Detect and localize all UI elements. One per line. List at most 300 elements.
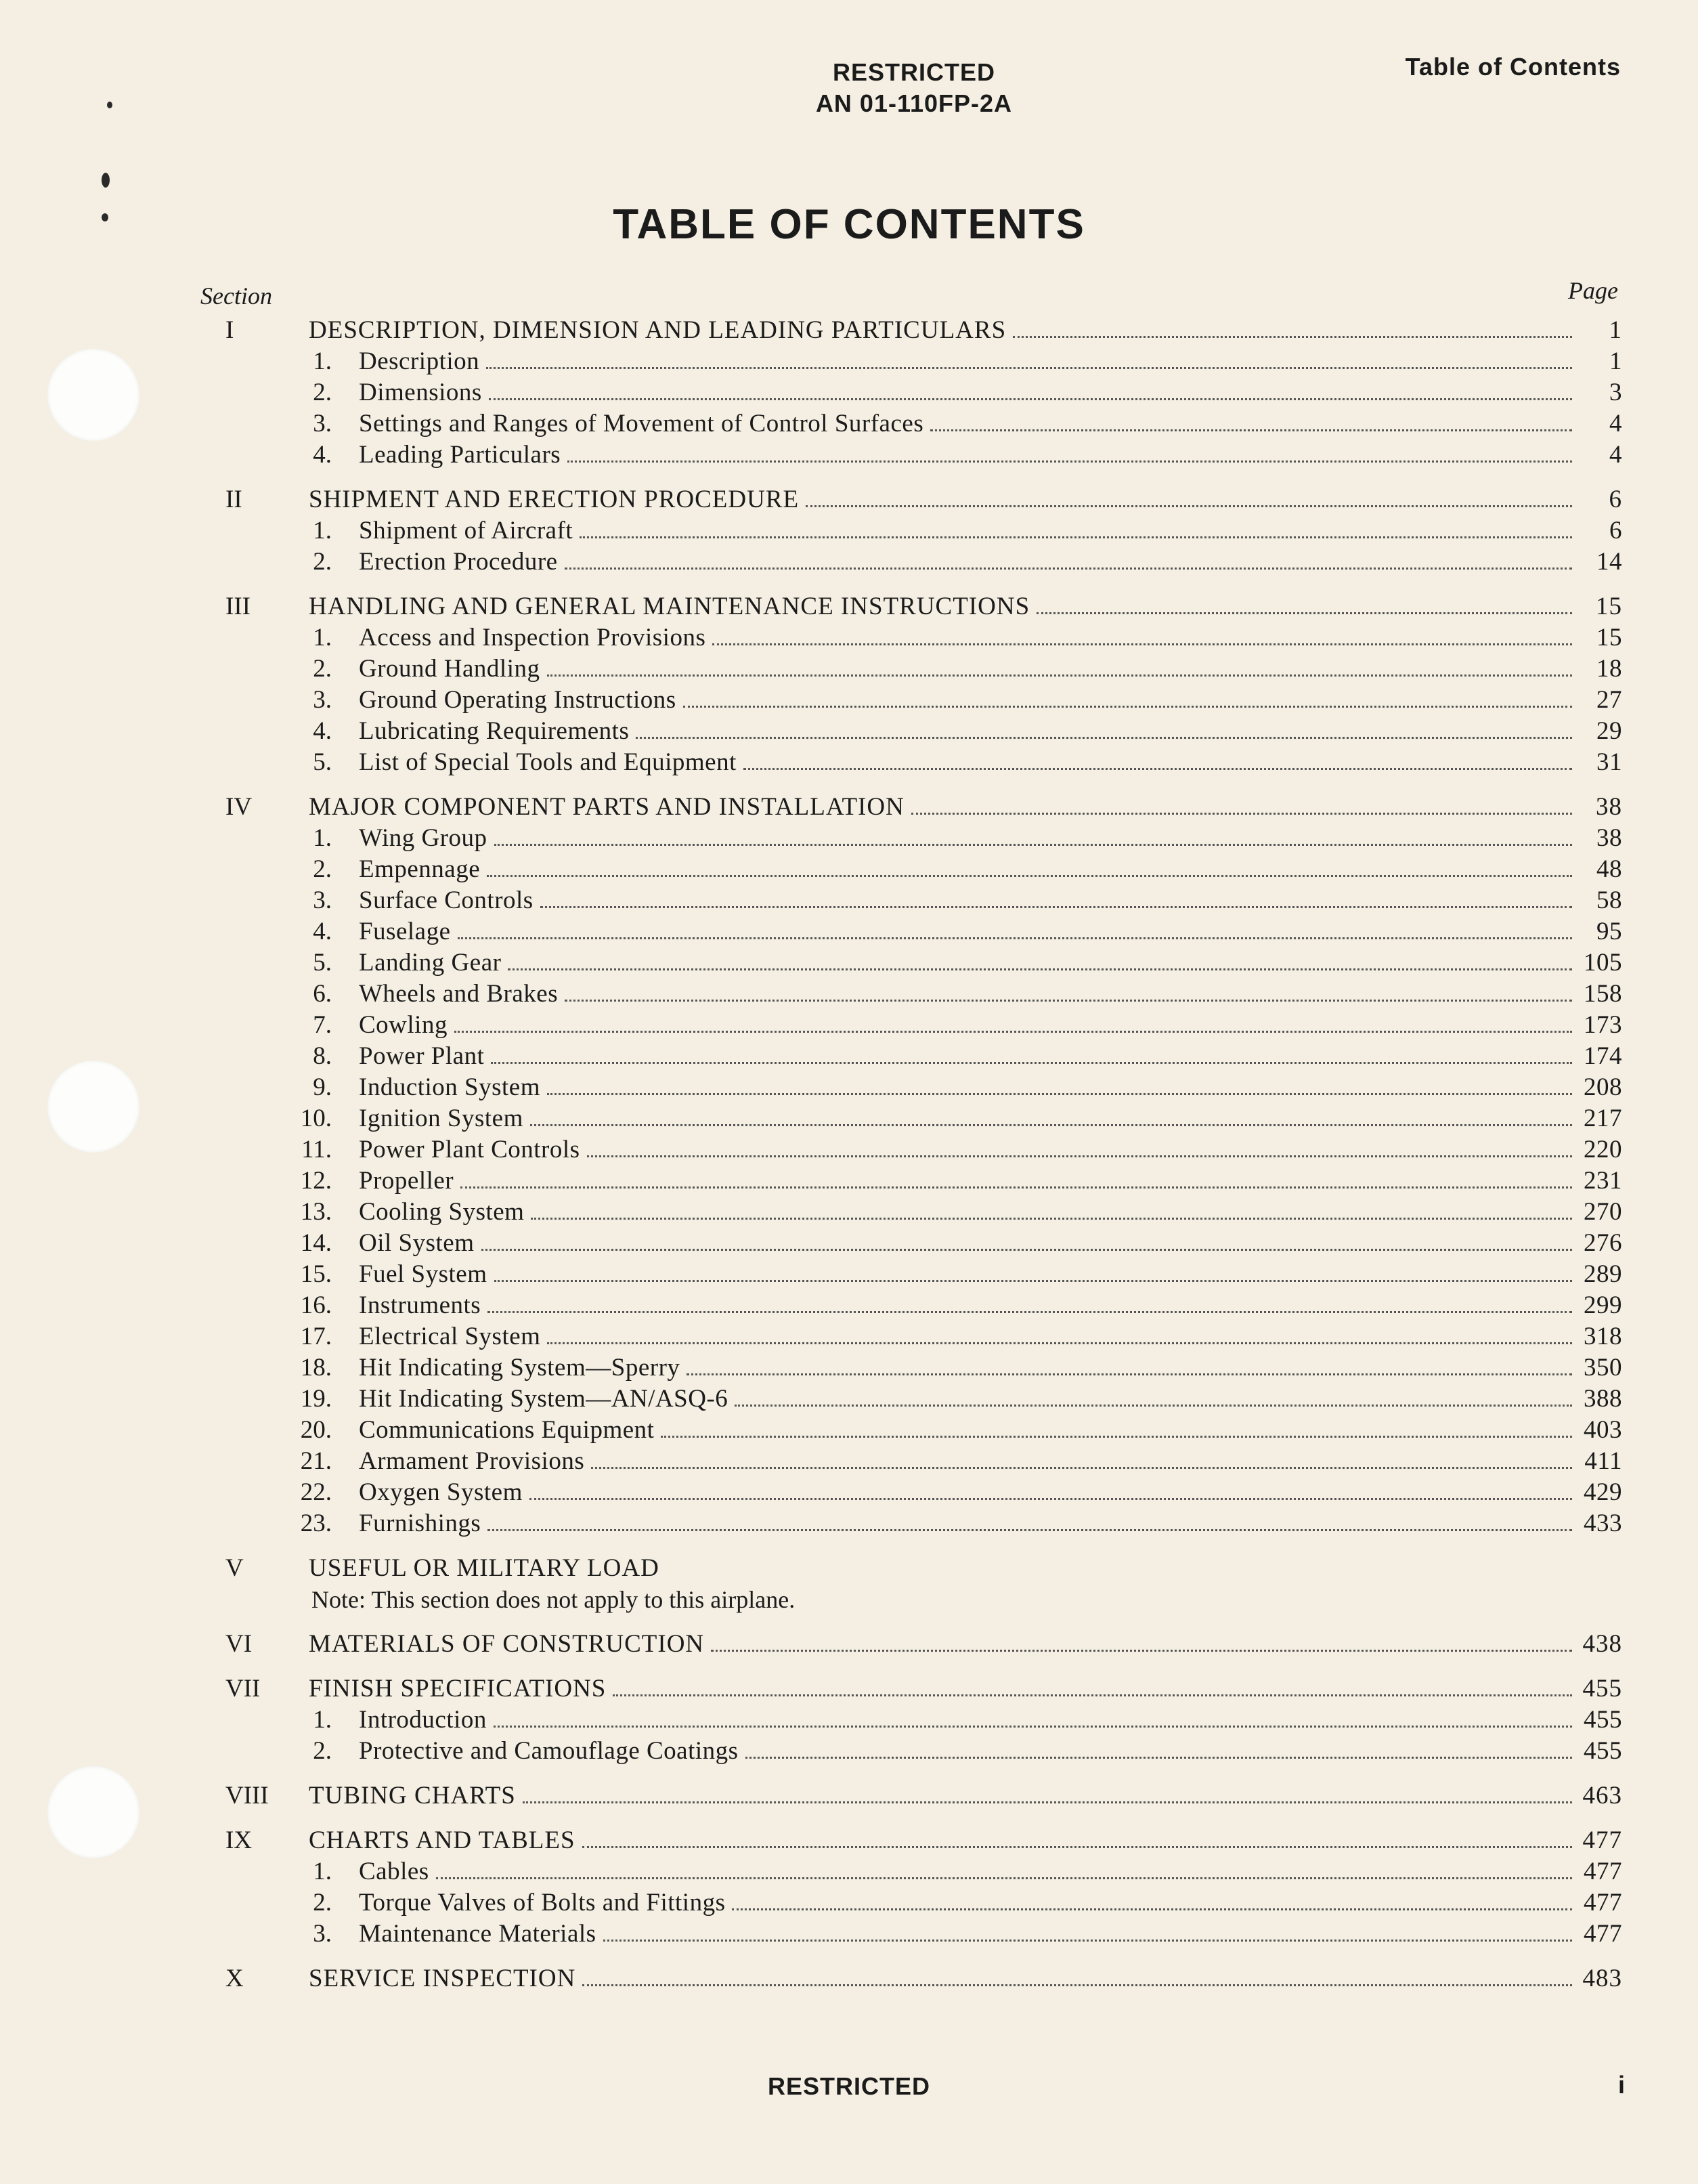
dot-leader: [1037, 612, 1572, 614]
item-page-number: 174: [1584, 1042, 1622, 1070]
toc-entry: [359, 1197, 1622, 1228]
toc-item-row: [0, 1197, 1698, 1228]
item-title: Oil System: [359, 1229, 475, 1257]
section-roman-numeral: VII: [225, 1675, 261, 1703]
toc-entry: [309, 1629, 1622, 1660]
section-roman-numeral: VI: [225, 1630, 253, 1658]
toc-entry: [359, 716, 1622, 747]
section-title: SHIPMENT AND ERECTION PROCEDURE: [309, 486, 800, 513]
toc-section-row: [0, 315, 1698, 346]
section-note: Note: This section does not apply to this airplane.: [311, 1586, 796, 1613]
item-number: 7.: [313, 1011, 332, 1039]
item-number: 2.: [313, 1737, 332, 1765]
ink-speck: [107, 102, 112, 108]
toc-section: [0, 484, 1698, 578]
toc-item-row: [0, 1321, 1698, 1352]
toc-entry: [359, 1477, 1622, 1508]
item-number: 3.: [313, 886, 332, 914]
toc-section: [0, 1553, 1698, 1615]
section-page-number: 38: [1596, 793, 1622, 821]
item-title: Fuel System: [359, 1260, 487, 1288]
item-number: 2.: [313, 548, 332, 576]
toc-item-row: [0, 716, 1698, 747]
item-number: 1.: [313, 624, 332, 651]
toc-entry: [359, 1736, 1622, 1767]
item-page-number: 29: [1596, 717, 1622, 745]
item-title: Cooling System: [359, 1198, 525, 1226]
item-title: Hit Indicating System—Sperry: [359, 1354, 680, 1382]
item-title: Ground Operating Instructions: [359, 686, 676, 714]
section-roman-numeral: II: [225, 486, 242, 513]
toc-entry: [359, 1072, 1622, 1103]
page-column-label: Page: [1568, 277, 1618, 304]
toc-item-row: [0, 1384, 1698, 1415]
item-title: Maintenance Materials: [359, 1920, 596, 1948]
item-number: 9.: [313, 1073, 332, 1101]
toc-section-row: [0, 484, 1698, 515]
item-number: 1.: [313, 347, 332, 375]
item-page-number: 95: [1596, 918, 1622, 945]
dot-leader: [661, 1436, 1572, 1438]
item-page-number: 477: [1584, 1858, 1622, 1885]
toc-item-row: [0, 515, 1698, 547]
item-title: Settings and Ranges of Movement of Control Surfaces: [359, 410, 924, 437]
item-number: 4.: [313, 918, 332, 945]
item-title: Hit Indicating System—AN/ASQ-6: [359, 1385, 728, 1413]
item-number: 1.: [313, 1858, 332, 1885]
toc-entry: [309, 315, 1622, 346]
dot-leader: [494, 844, 1572, 846]
toc-entry: [359, 654, 1622, 685]
item-page-number: 231: [1584, 1167, 1622, 1195]
dot-leader: [806, 505, 1572, 507]
toc-section: [0, 1673, 1698, 1767]
item-title: Description: [359, 347, 480, 375]
toc-section: [0, 315, 1698, 471]
toc-item-row: [0, 885, 1698, 916]
toc-item-row: [0, 1165, 1698, 1197]
toc-section-row: [0, 1780, 1698, 1812]
toc-section: [0, 591, 1698, 778]
dot-leader: [580, 536, 1572, 538]
toc-entry: [309, 591, 1622, 622]
item-page-number: 27: [1596, 686, 1622, 714]
toc-item-row: [0, 747, 1698, 778]
dot-leader: [436, 1877, 1572, 1879]
item-page-number: 433: [1584, 1509, 1622, 1537]
section-title: SERVICE INSPECTION: [309, 1965, 576, 1992]
toc-section-row: [0, 1825, 1698, 1856]
item-number: 2.: [313, 855, 332, 883]
section-title: MATERIALS OF CONSTRUCTION: [309, 1630, 705, 1658]
item-page-number: 1: [1609, 347, 1622, 375]
section-roman-numeral: I: [225, 316, 234, 344]
item-title: Wheels and Brakes: [359, 980, 559, 1008]
toc-entry: [359, 346, 1622, 377]
toc-section: [0, 1629, 1698, 1660]
header-classification: RESTRICTED: [832, 58, 995, 86]
toc-section-row: [0, 1553, 1698, 1584]
item-page-number: 477: [1584, 1920, 1622, 1948]
item-title: Wing Group: [359, 824, 487, 852]
toc-entry: [359, 1446, 1622, 1477]
item-title: Cowling: [359, 1011, 448, 1039]
dot-leader: [930, 429, 1572, 431]
toc-entry: [359, 947, 1622, 979]
dot-leader: [636, 737, 1572, 739]
section-title: USEFUL OR MILITARY LOAD: [309, 1554, 659, 1582]
dot-leader: [591, 1467, 1572, 1469]
toc-item-row: [0, 346, 1698, 377]
item-number: 12.: [300, 1167, 332, 1195]
item-title: Power Plant Controls: [359, 1136, 580, 1163]
item-page-number: 158: [1584, 980, 1622, 1008]
toc-entry: [359, 685, 1622, 716]
toc-item-row: [0, 1290, 1698, 1321]
dot-leader: [582, 1984, 1572, 1986]
item-number: 3.: [313, 410, 332, 437]
table-of-contents: [0, 315, 1698, 2008]
dot-leader: [683, 706, 1572, 708]
toc-item-row: [0, 654, 1698, 685]
toc-entry: [359, 408, 1622, 440]
item-number: 19.: [300, 1385, 332, 1413]
toc-item-row: [0, 1134, 1698, 1165]
toc-entry: [309, 1780, 1622, 1812]
section-page-number: 438: [1582, 1630, 1622, 1658]
toc-item-row: [0, 408, 1698, 440]
section-title: TUBING CHARTS: [309, 1782, 516, 1810]
item-title: Lubricating Requirements: [359, 717, 630, 745]
toc-section-row: [0, 1629, 1698, 1660]
item-title: Cables: [359, 1858, 429, 1885]
toc-item-row: [0, 1103, 1698, 1134]
dot-leader: [582, 1846, 1572, 1848]
section-title: DESCRIPTION, DIMENSION AND LEADING PARTICULARS: [309, 316, 1007, 344]
section-title: HANDLING AND GENERAL MAINTENANCE INSTRUCTIONS: [309, 593, 1030, 620]
dot-leader: [1013, 336, 1572, 338]
toc-item-row: [0, 823, 1698, 854]
item-title: Communications Equipment: [359, 1416, 655, 1444]
dot-leader: [530, 1124, 1572, 1126]
dot-leader: [565, 568, 1572, 570]
toc-entry: [359, 1290, 1622, 1321]
section-page-number: 6: [1609, 486, 1622, 513]
toc-item-row: [0, 1072, 1698, 1103]
item-page-number: 105: [1584, 949, 1622, 977]
toc-entry: [359, 1384, 1622, 1415]
toc-entry: [359, 1352, 1622, 1384]
item-title: Torque Valves of Bolts and Fittings: [359, 1889, 726, 1917]
item-title: Instruments: [359, 1291, 481, 1319]
dot-leader: [508, 968, 1572, 970]
item-number: 2.: [313, 655, 332, 683]
item-number: 15.: [300, 1260, 332, 1288]
dot-leader: [732, 1908, 1572, 1910]
toc-entry: [359, 1856, 1622, 1887]
section-roman-numeral: V: [225, 1554, 244, 1582]
item-title: Power Plant: [359, 1042, 485, 1070]
item-title: Induction System: [359, 1073, 541, 1101]
item-page-number: 299: [1584, 1291, 1622, 1319]
toc-item-row: [0, 440, 1698, 471]
item-number: 10.: [300, 1105, 332, 1132]
toc-item-row: [0, 916, 1698, 947]
item-page-number: 217: [1584, 1105, 1622, 1132]
toc-entry: [309, 484, 1622, 515]
toc-entry: [311, 1584, 1622, 1615]
item-page-number: 4: [1609, 441, 1622, 469]
toc-entry: [359, 1103, 1622, 1134]
item-number: 1.: [313, 824, 332, 852]
item-page-number: 276: [1584, 1229, 1622, 1257]
page-header: [691, 57, 1137, 119]
toc-section: [0, 1780, 1698, 1812]
header-right-label: Table of Contents: [1405, 53, 1621, 81]
footer-page-number: i: [1617, 2071, 1625, 2099]
dot-leader: [565, 1000, 1572, 1002]
toc-entry: [359, 1508, 1622, 1539]
toc-item-row: [0, 1477, 1698, 1508]
section-title: MAJOR COMPONENT PARTS AND INSTALLATION: [309, 793, 905, 821]
item-title: List of Special Tools and Equipment: [359, 748, 737, 776]
item-page-number: 403: [1584, 1416, 1622, 1444]
toc-item-row: [0, 1010, 1698, 1041]
section-page-number: 15: [1596, 593, 1622, 620]
dot-leader: [735, 1405, 1572, 1407]
item-number: 17.: [300, 1323, 332, 1350]
item-page-number: 220: [1584, 1136, 1622, 1163]
dot-leader: [745, 1757, 1572, 1759]
toc-entry: [359, 1321, 1622, 1352]
dot-leader: [487, 1529, 1572, 1531]
item-page-number: 18: [1596, 655, 1622, 683]
section-page-number: 455: [1582, 1675, 1622, 1703]
toc-entry: [359, 979, 1622, 1010]
toc-entry: [359, 622, 1622, 654]
item-title: Leading Particulars: [359, 441, 561, 469]
toc-entry: [359, 1041, 1622, 1072]
toc-item-row: [0, 1352, 1698, 1384]
item-page-number: 14: [1596, 548, 1622, 576]
item-number: 21.: [300, 1447, 332, 1475]
dot-leader: [687, 1373, 1572, 1375]
dot-leader: [567, 461, 1572, 463]
toc-entry: [359, 1165, 1622, 1197]
dot-leader: [523, 1801, 1572, 1803]
toc-item-row: [0, 1919, 1698, 1950]
toc-entry: [359, 1259, 1622, 1290]
toc-section: [0, 792, 1698, 1539]
toc-item-row: [0, 947, 1698, 979]
section-title: FINISH SPECIFICATIONS: [309, 1675, 607, 1703]
toc-entry: [309, 1553, 1622, 1584]
section-roman-numeral: VIII: [225, 1782, 269, 1810]
item-title: Ignition System: [359, 1105, 523, 1132]
toc-entry: [359, 747, 1622, 778]
dot-leader: [547, 1093, 1572, 1095]
toc-entry: [359, 515, 1622, 547]
toc-entry: [359, 1134, 1622, 1165]
item-page-number: 173: [1584, 1011, 1622, 1039]
dot-leader: [491, 1062, 1572, 1064]
section-roman-numeral: IX: [225, 1826, 253, 1854]
dot-leader: [587, 1155, 1572, 1157]
item-number: 23.: [300, 1509, 332, 1537]
item-title: Surface Controls: [359, 886, 534, 914]
toc-section-row: [0, 1673, 1698, 1705]
item-number: 1.: [313, 1706, 332, 1734]
item-page-number: 208: [1584, 1073, 1622, 1101]
item-title: Fuselage: [359, 918, 451, 945]
toc-entry: [309, 792, 1622, 823]
toc-item-row: [0, 1508, 1698, 1539]
item-title: Oxygen System: [359, 1478, 523, 1506]
item-title: Furnishings: [359, 1509, 481, 1537]
section-roman-numeral: III: [225, 593, 251, 620]
toc-section-row: [0, 792, 1698, 823]
toc-entry: [359, 854, 1622, 885]
item-page-number: 270: [1584, 1198, 1622, 1226]
dot-leader: [531, 1218, 1572, 1220]
item-number: 5.: [313, 949, 332, 977]
toc-item-row: [0, 1259, 1698, 1290]
item-page-number: 6: [1609, 517, 1622, 544]
toc-entry: [359, 377, 1622, 408]
dot-leader: [454, 1031, 1572, 1033]
dot-leader: [547, 675, 1573, 677]
item-number: 1.: [313, 517, 332, 544]
toc-item-row: [0, 979, 1698, 1010]
item-page-number: 38: [1596, 824, 1622, 852]
toc-entry: [309, 1963, 1622, 1994]
toc-section-row: [0, 591, 1698, 622]
dot-leader: [460, 1186, 1572, 1189]
item-page-number: 429: [1584, 1478, 1622, 1506]
item-number: 13.: [300, 1198, 332, 1226]
item-page-number: 318: [1584, 1323, 1622, 1350]
footer-classification: RESTRICTED: [767, 2072, 930, 2100]
item-title: Erection Procedure: [359, 548, 558, 576]
item-page-number: 31: [1596, 748, 1622, 776]
dot-leader: [743, 768, 1572, 770]
dot-leader: [489, 398, 1572, 400]
toc-item-row: [0, 1228, 1698, 1259]
item-number: 2.: [313, 379, 332, 406]
toc-section: [0, 1825, 1698, 1950]
item-number: 4.: [313, 717, 332, 745]
toc-entry: [309, 1825, 1622, 1856]
toc-item-row: [0, 377, 1698, 408]
dot-leader: [911, 813, 1572, 815]
item-title: Introduction: [359, 1706, 487, 1734]
item-page-number: 411: [1584, 1447, 1622, 1475]
dot-leader: [540, 906, 1572, 908]
toc-entry: [359, 885, 1622, 916]
toc-entry: [359, 1228, 1622, 1259]
item-page-number: 455: [1584, 1706, 1622, 1734]
dot-leader: [494, 1280, 1573, 1282]
toc-entry: [359, 823, 1622, 854]
section-page-number: 483: [1582, 1965, 1622, 1992]
section-page-number: 477: [1582, 1826, 1622, 1854]
item-title: Dimensions: [359, 379, 482, 406]
item-page-number: 15: [1596, 624, 1622, 651]
toc-item-row: [0, 1415, 1698, 1446]
toc-entry: [359, 1919, 1622, 1950]
toc-entry: [359, 1010, 1622, 1041]
item-title: Empennage: [359, 855, 481, 883]
toc-entry: [359, 1705, 1622, 1736]
item-number: 22.: [300, 1478, 332, 1506]
toc-section-row: [0, 1963, 1698, 1994]
item-number: 5.: [313, 748, 332, 776]
toc-entry: [359, 547, 1622, 578]
section-title: CHARTS AND TABLES: [309, 1826, 575, 1854]
toc-item-row: [0, 547, 1698, 578]
item-number: 20.: [300, 1416, 332, 1444]
toc-item-row: [0, 1705, 1698, 1736]
toc-entry: [309, 1673, 1622, 1705]
dot-leader: [494, 1726, 1572, 1728]
toc-note-row: [0, 1584, 1698, 1615]
dot-leader: [547, 1342, 1572, 1344]
dot-leader: [486, 367, 1572, 369]
item-title: Landing Gear: [359, 949, 502, 977]
toc-item-row: [0, 685, 1698, 716]
ink-speck: [102, 173, 110, 188]
toc-item-row: [0, 1736, 1698, 1767]
dot-leader: [481, 1249, 1573, 1251]
item-title: Ground Handling: [359, 655, 540, 683]
toc-item-row: [0, 1446, 1698, 1477]
item-page-number: 289: [1584, 1260, 1622, 1288]
item-title: Shipment of Aircraft: [359, 517, 573, 544]
item-title: Access and Inspection Provisions: [359, 624, 706, 651]
dot-leader: [711, 1650, 1572, 1652]
item-number: 14.: [300, 1229, 332, 1257]
item-number: 8.: [313, 1042, 332, 1070]
toc-item-row: [0, 1887, 1698, 1919]
toc-entry: [359, 1887, 1622, 1919]
item-number: 11.: [301, 1136, 332, 1163]
item-title: Protective and Camouflage Coatings: [359, 1737, 739, 1765]
toc-entry: [359, 440, 1622, 471]
dot-leader: [487, 1311, 1572, 1313]
toc-entry: [359, 1415, 1622, 1446]
toc-entry: [359, 916, 1622, 947]
section-page-number: 1: [1609, 316, 1622, 344]
item-page-number: 388: [1584, 1385, 1622, 1413]
section-column-label: Section: [200, 282, 272, 309]
item-number: 3.: [313, 1920, 332, 1948]
item-page-number: 58: [1596, 886, 1622, 914]
toc-section: [0, 1963, 1698, 1994]
dot-leader: [529, 1498, 1572, 1500]
section-roman-numeral: IV: [225, 793, 253, 821]
item-number: 3.: [313, 686, 332, 714]
item-number: 16.: [300, 1291, 332, 1319]
item-number: 18.: [300, 1354, 332, 1382]
item-number: 4.: [313, 441, 332, 469]
dot-leader: [458, 937, 1572, 939]
item-page-number: 350: [1584, 1354, 1622, 1382]
section-page-number: 463: [1582, 1782, 1622, 1810]
dot-leader: [487, 875, 1572, 877]
item-number: 2.: [313, 1889, 332, 1917]
item-page-number: 455: [1584, 1737, 1622, 1765]
dot-leader: [603, 1940, 1572, 1942]
